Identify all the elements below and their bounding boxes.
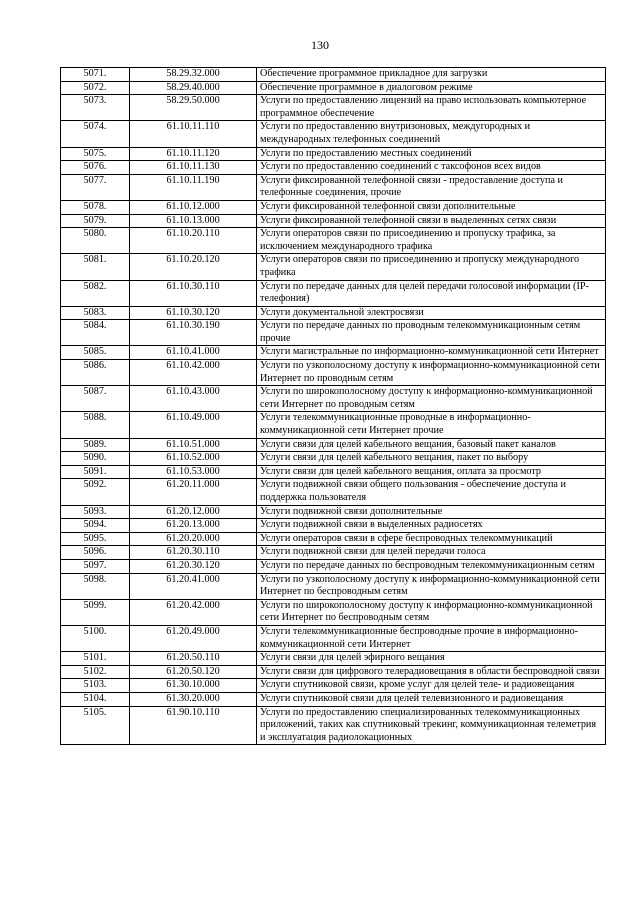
okpd-code: 61.90.10.110 <box>130 706 257 745</box>
service-description: Услуги операторов связи в сфере беспроводных телекоммуникаций <box>257 532 606 546</box>
table-row <box>61 665 606 679</box>
okpd-code: 61.10.20.110 <box>130 228 257 254</box>
service-description: Услуги подвижной связи дополнительные <box>257 505 606 519</box>
okpd-code: 61.10.20.120 <box>130 254 257 280</box>
table-body <box>61 68 606 745</box>
row-number: 5097. <box>61 559 130 573</box>
service-description: Услуги подвижной связи для целей передачи голоса <box>257 546 606 560</box>
service-description: Услуги по передаче данных по проводным телекоммуникационным сетям прочие <box>257 320 606 346</box>
table-row <box>61 200 606 214</box>
table-row <box>61 546 606 560</box>
okpd-code: 61.20.13.000 <box>130 519 257 533</box>
okpd-code: 61.10.11.130 <box>130 161 257 175</box>
row-number: 5089. <box>61 438 130 452</box>
row-number: 5095. <box>61 532 130 546</box>
table-row <box>61 505 606 519</box>
service-description: Услуги по предоставлению соединений с таксофонов всех видов <box>257 161 606 175</box>
row-number: 5104. <box>61 692 130 706</box>
row-number: 5073. <box>61 95 130 121</box>
service-description: Услуги по широкополосному доступу к информационно-коммуникационной сети Интернет по беспроводным сетям <box>257 599 606 625</box>
row-number: 5071. <box>61 68 130 82</box>
service-description: Услуги фиксированной телефонной связи в выделенных сетях связи <box>257 214 606 228</box>
service-description: Услуги связи для целей кабельного вещания, пакет по выбору <box>257 452 606 466</box>
okpd-code: 61.10.30.110 <box>130 280 257 306</box>
table-row <box>61 559 606 573</box>
okpd-code: 61.10.41.000 <box>130 346 257 360</box>
service-description: Услуги по передаче данных для целей передачи голосовой информации (IP-телефония) <box>257 280 606 306</box>
okpd-code: 61.10.11.120 <box>130 147 257 161</box>
table-row <box>61 452 606 466</box>
table-row <box>61 519 606 533</box>
table-row <box>61 599 606 625</box>
service-description: Услуги операторов связи по присоединению и пропуску трафика, за исключением международного трафика <box>257 228 606 254</box>
service-description: Услуги по узкополосному доступу к информационно-коммуникационной сети Интернет по беспроводным сетям <box>257 573 606 599</box>
okpd-code: 61.30.20.000 <box>130 692 257 706</box>
okpd-code: 61.20.50.110 <box>130 652 257 666</box>
row-number: 5101. <box>61 652 130 666</box>
row-number: 5088. <box>61 412 130 438</box>
okpd-code: 61.20.50.120 <box>130 665 257 679</box>
okpd-code: 61.10.51.000 <box>130 438 257 452</box>
row-number: 5103. <box>61 679 130 693</box>
service-description: Услуги подвижной связи в выделенных радиосетях <box>257 519 606 533</box>
row-number: 5076. <box>61 161 130 175</box>
table-row <box>61 692 606 706</box>
service-description: Услуги по широкополосному доступу к информационно-коммуникационной сети Интернет по проводным сетям <box>257 386 606 412</box>
okpd-code: 61.10.12.000 <box>130 200 257 214</box>
service-description: Услуги спутниковой связи, кроме услуг для целей теле- и радиовещания <box>257 679 606 693</box>
table-row <box>61 228 606 254</box>
okpd-code: 61.20.41.000 <box>130 573 257 599</box>
okpd-code: 61.20.42.000 <box>130 599 257 625</box>
okpd-code: 61.10.30.120 <box>130 306 257 320</box>
row-number: 5094. <box>61 519 130 533</box>
table-row <box>61 573 606 599</box>
okpd-code: 61.10.13.000 <box>130 214 257 228</box>
row-number: 5096. <box>61 546 130 560</box>
row-number: 5083. <box>61 306 130 320</box>
table-row <box>61 386 606 412</box>
okpd-code: 61.10.49.000 <box>130 412 257 438</box>
table-row <box>61 479 606 505</box>
row-number: 5092. <box>61 479 130 505</box>
row-number: 5084. <box>61 320 130 346</box>
service-description: Услуги по предоставлению внутризоновых, междугородных и международных телефонных соединений <box>257 121 606 147</box>
service-description: Услуги по предоставлению лицензий на право использовать компьютерное программное обеспечение <box>257 95 606 121</box>
row-number: 5093. <box>61 505 130 519</box>
table-row <box>61 280 606 306</box>
table-row <box>61 214 606 228</box>
row-number: 5087. <box>61 386 130 412</box>
okpd-code: 61.10.11.190 <box>130 174 257 200</box>
row-number: 5080. <box>61 228 130 254</box>
row-number: 5085. <box>61 346 130 360</box>
row-number: 5099. <box>61 599 130 625</box>
row-number: 5072. <box>61 81 130 95</box>
table-row <box>61 306 606 320</box>
table-row <box>61 81 606 95</box>
row-number: 5078. <box>61 200 130 214</box>
row-number: 5098. <box>61 573 130 599</box>
okpd-code: 61.30.10.000 <box>130 679 257 693</box>
row-number: 5074. <box>61 121 130 147</box>
table-row <box>61 360 606 386</box>
okpd-code: 61.10.53.000 <box>130 465 257 479</box>
okpd-code: 61.10.30.190 <box>130 320 257 346</box>
row-number: 5077. <box>61 174 130 200</box>
row-number: 5081. <box>61 254 130 280</box>
table-row <box>61 412 606 438</box>
service-description: Услуги фиксированной телефонной связи дополнительные <box>257 200 606 214</box>
service-description: Услуги фиксированной телефонной связи - предоставление доступа и телефонные соединения, прочие <box>257 174 606 200</box>
table-row <box>61 679 606 693</box>
okpd-code: 61.10.52.000 <box>130 452 257 466</box>
service-description: Услуги операторов связи по присоединению и пропуску международного трафика <box>257 254 606 280</box>
row-number: 5082. <box>61 280 130 306</box>
row-number: 5079. <box>61 214 130 228</box>
table-row <box>61 161 606 175</box>
okpd-code: 61.20.20.000 <box>130 532 257 546</box>
service-description: Обеспечение программное прикладное для загрузки <box>257 68 606 82</box>
row-number: 5075. <box>61 147 130 161</box>
okpd-code: 61.20.30.110 <box>130 546 257 560</box>
table-row <box>61 346 606 360</box>
table-row <box>61 320 606 346</box>
service-description: Услуги связи для целей эфирного вещания <box>257 652 606 666</box>
service-description: Услуги связи для целей кабельного вещания, оплата за просмотр <box>257 465 606 479</box>
row-number: 5100. <box>61 625 130 651</box>
service-description: Услуги по предоставлению специализированных телекоммуникационных приложений, таких как спутниковый трекинг, коммуникационная телеметрия и эксплуатация радиолокационных <box>257 706 606 745</box>
service-description: Услуги связи для целей кабельного вещания, базовый пакет каналов <box>257 438 606 452</box>
okpd-code: 61.10.11.110 <box>130 121 257 147</box>
table-row <box>61 625 606 651</box>
okpd-code: 61.10.42.000 <box>130 360 257 386</box>
row-number: 5090. <box>61 452 130 466</box>
row-number: 5086. <box>61 360 130 386</box>
okpd-code: 58.29.40.000 <box>130 81 257 95</box>
okpd-code: 61.20.12.000 <box>130 505 257 519</box>
page-number: 130 <box>311 38 329 52</box>
service-description: Услуги связи для цифрового телерадиовещания в области беспроводной связи <box>257 665 606 679</box>
service-description: Услуги телекоммуникационные проводные в информационно-коммуникационной сети Интернет прочие <box>257 412 606 438</box>
table-row <box>61 254 606 280</box>
table-row <box>61 465 606 479</box>
table-row <box>61 438 606 452</box>
table-row <box>61 532 606 546</box>
table-row <box>61 147 606 161</box>
row-number: 5091. <box>61 465 130 479</box>
table-row <box>61 174 606 200</box>
service-description: Услуги документальной электросвязи <box>257 306 606 320</box>
service-description: Услуги телекоммуникационные беспроводные прочие в информационно-коммуникационной сети Интернет <box>257 625 606 651</box>
service-description: Услуги по передаче данных по беспроводным телекоммуникационным сетям <box>257 559 606 573</box>
service-description: Услуги спутниковой связи для целей телевизионного и радиовещания <box>257 692 606 706</box>
service-description: Услуги подвижной связи общего пользования - обеспечение доступа и поддержка пользователя <box>257 479 606 505</box>
table-row <box>61 121 606 147</box>
table-row <box>61 95 606 121</box>
okpd-code: 61.20.30.120 <box>130 559 257 573</box>
table-row <box>61 706 606 745</box>
row-number: 5102. <box>61 665 130 679</box>
service-description: Услуги по предоставлению местных соединений <box>257 147 606 161</box>
service-description: Услуги магистральные по информационно-коммуникационной сети Интернет <box>257 346 606 360</box>
service-description: Услуги по узкополосному доступу к информационно-коммуникационной сети Интернет по проводным сетям <box>257 360 606 386</box>
okpd-code: 58.29.50.000 <box>130 95 257 121</box>
okpd-code: 58.29.32.000 <box>130 68 257 82</box>
okpd-code: 61.20.11.000 <box>130 479 257 505</box>
table-row <box>61 652 606 666</box>
okpd-code: 61.10.43.000 <box>130 386 257 412</box>
okpd-code: 61.20.49.000 <box>130 625 257 651</box>
table-row <box>61 68 606 82</box>
classification-table <box>60 67 606 745</box>
row-number: 5105. <box>61 706 130 745</box>
service-description: Обеспечение программное в диалоговом режиме <box>257 81 606 95</box>
